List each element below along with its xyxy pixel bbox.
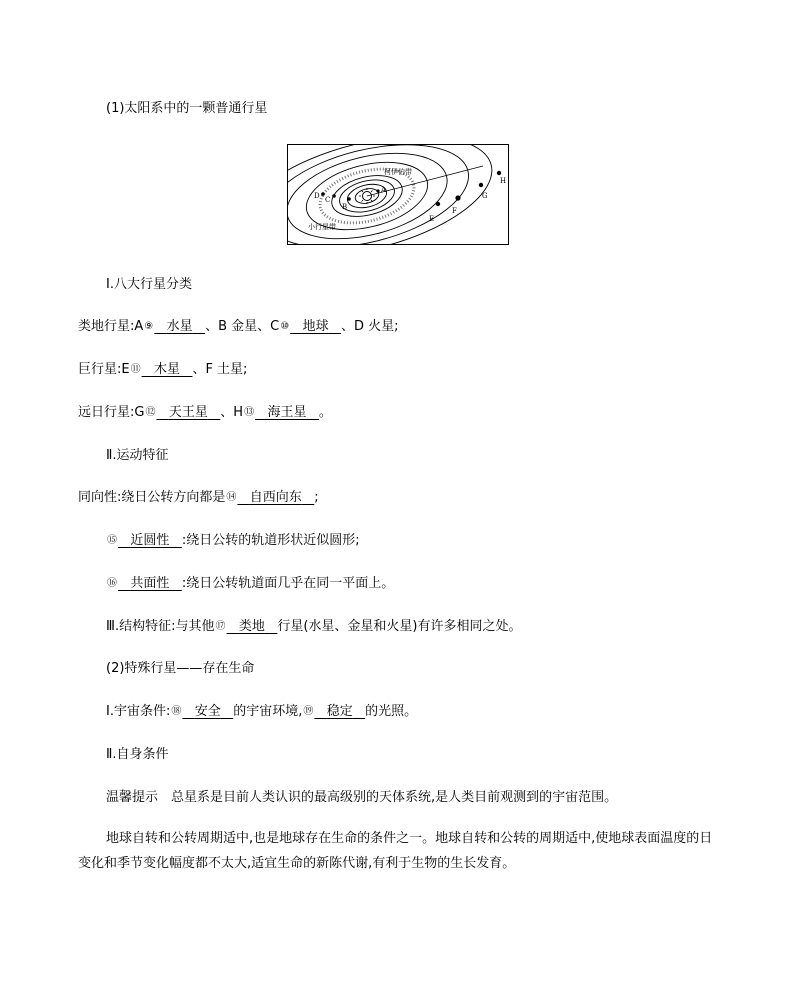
answer-9: 水星 xyxy=(166,319,193,334)
answer-10: 地球 xyxy=(302,319,329,334)
answer-13: 海王星 xyxy=(267,405,307,420)
answer-12: 天王星 xyxy=(168,405,208,420)
paragraph-rotation-revolution: 地球自转和公转周期适中,也是地球存在生命的条件之一。地球自转和公转的周期适中,使地球表面温度的日变化和季节变化幅度都不太大,适宜生命的新陈代谢,有利于生物的生长发育。 xyxy=(78,831,713,871)
answer-14: 自西向东 xyxy=(249,490,302,505)
blank-number-15: ⑮ xyxy=(107,535,117,546)
answer-17: 类地 xyxy=(238,619,265,634)
label-H: H xyxy=(500,177,507,185)
blank-number-10: ⑩ xyxy=(280,321,290,332)
section3-structure-line: Ⅲ.结构特征:与其他⑰ 类地 行星(水星、金星和火星)有许多相同之处。 xyxy=(106,619,522,634)
self-conditions-title: Ⅱ.自身条件 xyxy=(106,747,169,762)
label-E: E xyxy=(429,215,435,223)
label-B: B xyxy=(342,203,348,211)
blank-number-18: ⑱ xyxy=(171,706,182,717)
blank-number-9: ⑨ xyxy=(144,321,154,332)
blank-number-19: ⑲ xyxy=(303,706,314,717)
section2-title: Ⅱ.运动特征 xyxy=(106,448,169,463)
answer-15: 近圆性 xyxy=(130,533,170,548)
near-circle-line: ⑮ 近圆性 :绕日公转的轨道形状近似圆形; xyxy=(107,533,360,548)
same-direction-line: 同向性:绕日公转方向都是⑭ 自西向东 ; xyxy=(78,490,319,505)
tip-text: 总星系是目前人类认识的最高级别的天体系统,是人类目前观测到的宇宙范围。 xyxy=(171,790,618,805)
label-C: C xyxy=(325,196,331,204)
label-kuiper-belt: 柯伊伯带 xyxy=(384,168,412,176)
answer-19: 稳定 xyxy=(326,704,353,719)
label-D: D xyxy=(314,192,320,200)
label-G: G xyxy=(482,192,488,200)
coplanar-line: ⑯ 共面性 :绕日公转轨道面几乎在同一平面上。 xyxy=(107,576,395,591)
far-planets-line: 远日行星:G⑫ 天王星 、H⑬ 海王星 。 xyxy=(78,405,332,420)
blank-number-17: ⑰ xyxy=(215,621,226,632)
answer-11: 木星 xyxy=(154,362,181,377)
blank-number-13: ⑬ xyxy=(244,407,255,418)
heading-special-planet: (2)特殊行星——存在生命 xyxy=(106,661,255,676)
tip-line xyxy=(106,789,617,807)
terrestrial-planets-line: 类地行星:A⑨ 水星 、B 金星、C⑩ 地球 、D 火星; xyxy=(78,319,399,334)
blank-number-14: ⑭ xyxy=(226,492,237,503)
cosmic-conditions-line: Ⅰ.宇宙条件:⑱ 安全 的宇宙环境,⑲ 稳定 的光照。 xyxy=(106,704,418,719)
label-A: A xyxy=(381,186,387,194)
answer-16: 共面性 xyxy=(130,576,170,591)
solar-system-svg xyxy=(287,144,509,245)
label-F: F xyxy=(452,207,457,215)
section1-title: Ⅰ.八大行星分类 xyxy=(106,277,192,292)
tip-label: 温馨提示 xyxy=(106,790,159,805)
answer-18: 安全 xyxy=(194,704,221,719)
label-asteroid-belt: 小行星带 xyxy=(308,223,336,231)
blank-number-11: ⑪ xyxy=(130,364,141,375)
heading-ordinary-planet: (1)太阳系中的一颗普通行星 xyxy=(106,101,268,116)
giant-planets-line: 巨行星:E⑪ 木星 、F 土星; xyxy=(78,362,248,377)
blank-number-16: ⑯ xyxy=(107,578,117,589)
solar-system-diagram xyxy=(287,144,509,245)
blank-number-12: ⑫ xyxy=(145,407,156,418)
